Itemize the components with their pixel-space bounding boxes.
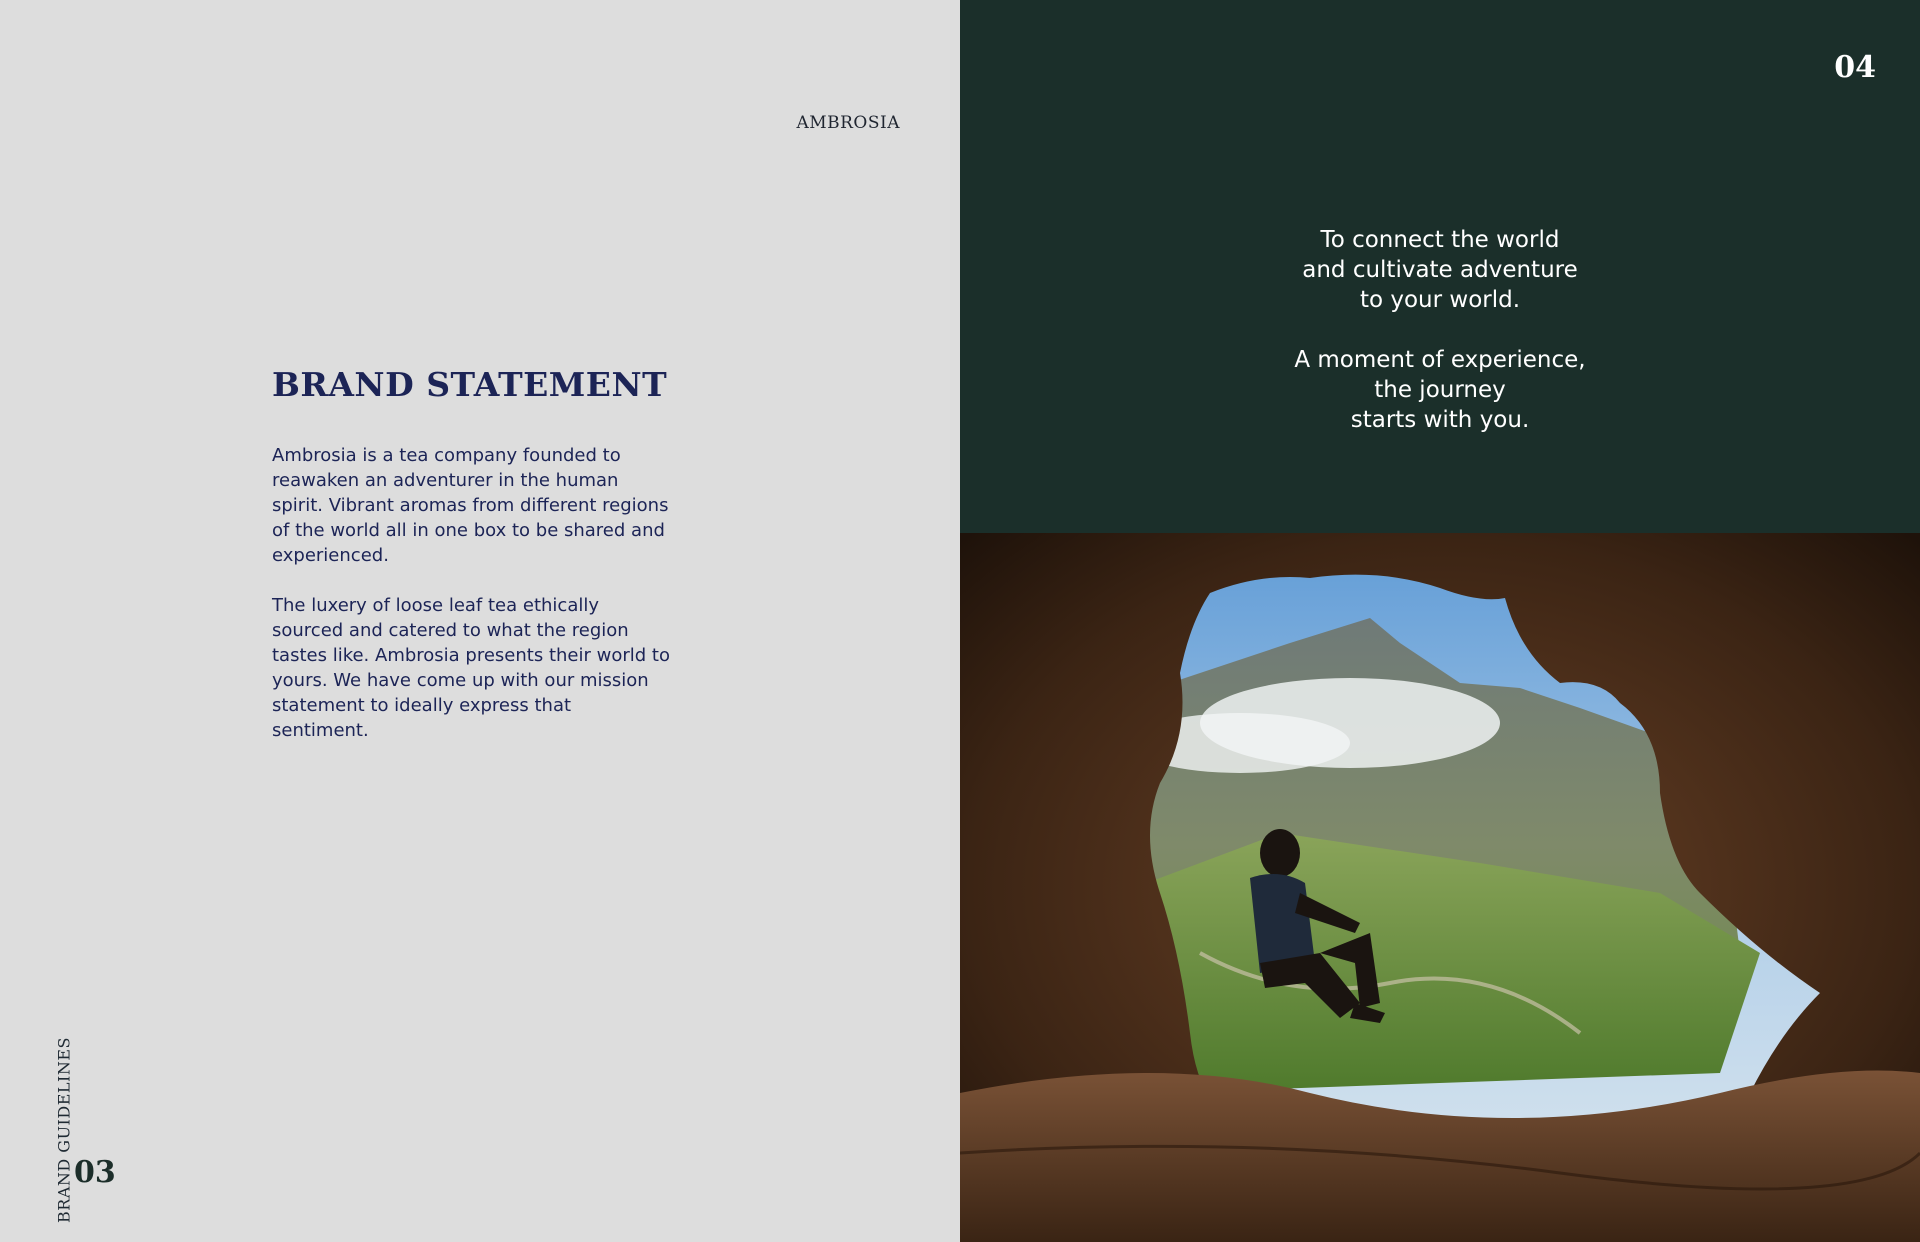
- body-paragraph: The luxery of loose leaf tea ethically sourced and catered to what the region tastes like. Ambrosia presents their world to yours. We have come up with our mission statement to ideally express that sentiment.: [272, 595, 670, 741]
- brand-name: AMBROSIA: [796, 113, 900, 133]
- mission-panel: [960, 0, 1920, 533]
- section-title: BRAND STATEMENT: [272, 365, 668, 404]
- mission-statement: [960, 225, 1920, 435]
- mission-line: the journey: [1374, 377, 1506, 403]
- cave-mountain-photo: [960, 533, 1920, 1242]
- mission-gap: [960, 315, 1920, 345]
- mission-line: A moment of experience,: [1294, 347, 1586, 373]
- mission-line: to your world.: [1359, 287, 1521, 313]
- mission-line: and cultivate adventure: [1302, 257, 1578, 283]
- body-paragraph: Ambrosia is a tea company founded to reawaken an adventurer in the human spirit. Vibrant aromas from different regions of the world all in one box to be shared and experienced.: [272, 445, 669, 566]
- brand-statement-body: [272, 443, 672, 768]
- right-page: [960, 0, 1920, 1242]
- page-number-left: 03: [74, 1155, 116, 1190]
- brand-guidelines-label: BRAND GUIDELINES: [54, 1037, 74, 1223]
- cave-mountain-illustration: [960, 533, 1920, 1242]
- mission-line: To connect the world: [1320, 227, 1560, 253]
- page-number-right: 04: [1834, 50, 1876, 85]
- mission-line: starts with you.: [1350, 407, 1530, 433]
